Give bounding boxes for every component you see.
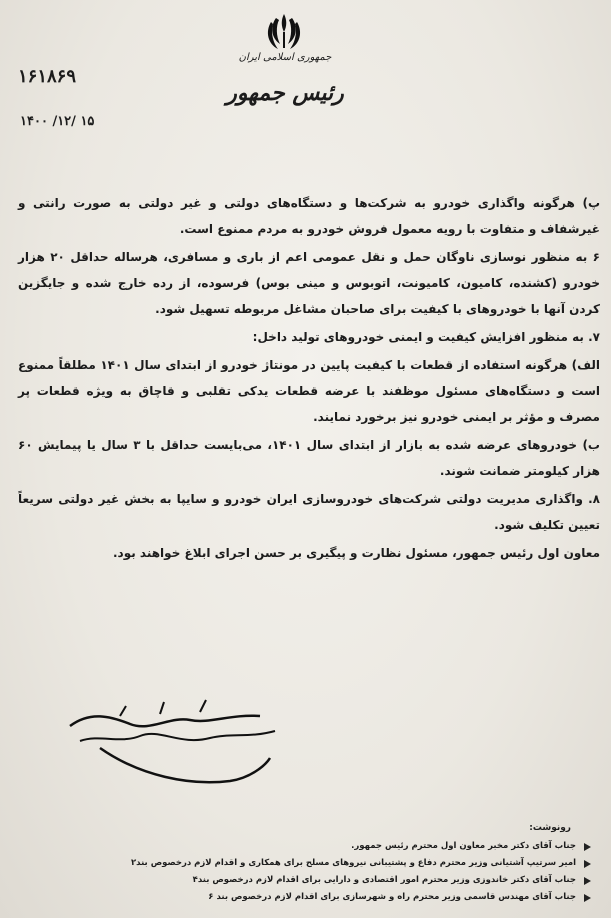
letter-date: ۱۴۰۰ /۱۲/ ۱۵ [20, 114, 95, 129]
cc-item-text: جناب آقای دکتر خاندوزی وزیر محترم امور اقتصادی و دارایی برای اقدام لازم درخصوص بند۴ [192, 875, 576, 885]
cc-item [111, 889, 591, 906]
cc-item-text: جناب آقای مهندس قاسمی وزیر محترم راه و شهرسازی برای اقدام لازم درخصوص بند ۶ [208, 892, 576, 902]
paragraph-6: ۶ به منظور نوسازی ناوگان حمل و نقل عمومی اعم از باری و مسافری، هرساله حداقل ۲۰ هزار خودرو (کشنده، کامیون، کامیونت، اتوبوس و مینی بوس) فرسوده، از رده خارج شده و جایگزین کردن آنها با خودروهای با کیفیت برای صاحبان مشاغل مربوطه تسهیل شود. [18, 250, 600, 316]
paragraph-p: پ) هرگونه واگذاری خودرو به شرکت‌ها و دستگاه‌های دولتی و غیر دولتی به صورت رانتی و غیرشفاف و متفاوت با رویه معمول فروش خودرو به مردم ممنوع است. [18, 196, 600, 236]
arrow-icon [584, 843, 591, 851]
header-subtitle: جمهوری اسلامی ایران [238, 52, 332, 63]
arrow-icon [584, 894, 591, 902]
cc-item [111, 872, 591, 889]
paragraph-8: ۸. واگذاری مدیریت دولتی شرکت‌های خودروسازی ایران خودرو و سایپا به بخش غیر دولتی سریعاً تعیین تکلیف شود. [18, 492, 600, 532]
arrow-icon [584, 860, 591, 868]
signature [60, 686, 290, 796]
letter-number: ۱۶۱۸۶۹ [18, 66, 77, 87]
cc-item-text: جناب آقای دکتر مخبر معاون اول محترم رئیس جمهور. [351, 841, 576, 851]
header-title: رئیس جمهور [226, 80, 344, 106]
cc-title: رونوشت: [529, 823, 571, 833]
cc-item [111, 855, 591, 872]
letter-body [18, 190, 600, 568]
cc-list [111, 838, 591, 906]
paragraph-closing: معاون اول رئیس جمهور، مسئول نظارت و پیگیری بر حسن اجرای ابلاغ خواهند بود. [112, 546, 600, 560]
cc-item-text: امیر سرتیپ آشتیانی وزیر محترم دفاع و پشتیبانی نیروهای مسلح برای همکاری و اقدام لازم درخصوص بند۲ [130, 858, 576, 868]
iran-emblem-icon [262, 10, 306, 54]
paragraph-7-be: ب) خودروهای عرضه شده به بازار از ابتدای سال ۱۴۰۱، می‌بایست حداقل با ۳ سال یا پیمایش ۶۰ هزار کیلومتر ضمانت شوند. [18, 438, 600, 478]
paragraph-7: ۷. به منظور افزایش کیفیت و ایمنی خودروهای تولید داخل: [252, 330, 600, 344]
cc-item [111, 838, 591, 855]
arrow-icon [584, 877, 591, 885]
paragraph-7-alef: الف) هرگونه استفاده از قطعات با کیفیت پایین در مونتاژ خودرو از ابتدای سال ۱۴۰۱ مطلقاً ممنوع است و دستگاه‌های مسئول موظفند با عرضه قطعات یدکی تقلبی و قاچاق به ویژه قطعات پر مصرف و مؤثر بر ایمنی خودرو نیز برخورد نمایند. [18, 358, 601, 424]
